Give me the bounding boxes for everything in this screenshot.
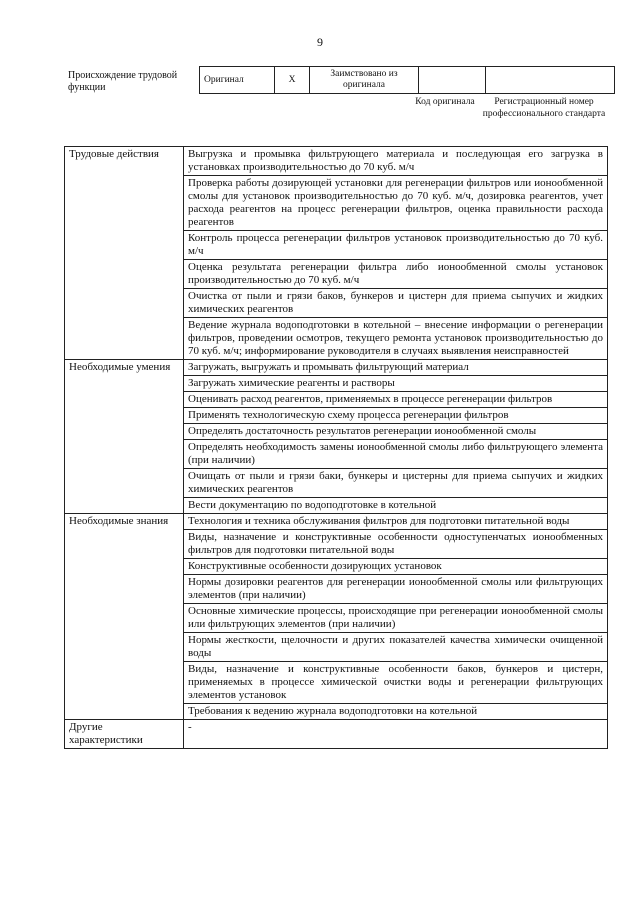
- table-row: [65, 720, 608, 749]
- table-row: [65, 360, 608, 376]
- section-item: Конструктивные особенности дозирующих установок: [184, 559, 608, 575]
- section-item: Оценивать расход реагентов, применяемых в процессе регенерации фильтров: [184, 392, 608, 408]
- labor-function-table: [64, 146, 608, 749]
- page-number: 9: [317, 35, 323, 49]
- section-item: Применять технологическую схему процесса регенерации фильтров: [184, 408, 608, 424]
- table-row: [65, 147, 608, 176]
- origin-label: Происхождение трудовой функции: [68, 70, 178, 93]
- section-item: Нормы жесткости, щелочности и других показателей качества химически очищенной воды: [184, 633, 608, 662]
- section-item: Очищать от пыли и грязи баки, бункеры и цистерны для приема сыпучих и жидких химических реагентов: [184, 469, 608, 498]
- section-header: Необходимые знания: [65, 514, 184, 720]
- section-item: Контроль процесса регенерации фильтров установок производительностью до 70 куб. м/ч: [184, 231, 608, 260]
- section-item: Очистка от пыли и грязи баков, бункеров и цистерн для приема сыпучих и жидких химических реагентов: [184, 289, 608, 318]
- section-item: Определять необходимость замены ионообменной смолы либо фильтрующего элемента (при наличии): [184, 440, 608, 469]
- section-item: Загружать, выгружать и промывать фильтрующий материал: [184, 360, 608, 376]
- section-header: Необходимые умения: [65, 360, 184, 514]
- section-item: Определять достаточность результатов регенерации ионообменной смолы: [184, 424, 608, 440]
- code-caption: Код оригинала: [415, 97, 475, 107]
- section-header: Другие характеристики: [65, 720, 184, 749]
- section-header: Трудовые действия: [65, 147, 184, 360]
- section-item: Ведение журнала водоподготовки в котельной – внесение информации о регенерации фильтров, проведении осмотров, текущего ремонта установок производительностью до 70 куб. м/ч; информирование руководителя в случаях выявления неисправностей: [184, 318, 608, 360]
- original-mark: X: [275, 67, 310, 94]
- registration-caption: Регистрационный номер профессионального стандарта: [482, 97, 606, 119]
- section-item: Виды, назначение и конструктивные особенности одноступенчатых ионообменных фильтров для подготовки питательной воды: [184, 530, 608, 559]
- section-item: Проверка работы дозирующей установки для регенерации фильтров или ионообменной смолы для установок производительностью до 70 куб. м/ч, дозировка реагентов, учет расхода реагентов на процесс регенерации фильтров, оценка правильности расхода реагентов: [184, 176, 608, 231]
- borrowed-label: Заимствовано из оригинала: [310, 67, 419, 94]
- section-item: Технология и техника обслуживания фильтров для подготовки питательной воды: [184, 514, 608, 530]
- section-item: -: [184, 720, 608, 749]
- code-cell: [419, 67, 486, 94]
- section-item: Основные химические процессы, происходящие при регенерации ионообменной смолы или фильтрующих элементов (при наличии): [184, 604, 608, 633]
- original-label: Оригинал: [200, 67, 275, 94]
- registration-cell: [486, 67, 615, 94]
- table-row: [65, 514, 608, 530]
- section-item: Требования к ведению журнала водоподготовки на котельной: [184, 704, 608, 720]
- section-item: Виды, назначение и конструктивные особенности баков, бункеров и цистерн, применяемых в процессе химической очистки воды и регенерации фильтрующих элементов установок: [184, 662, 608, 704]
- origin-table: [199, 66, 615, 94]
- section-item: Оценка результата регенерации фильтра либо ионообменной смолы установок производительностью до 70 куб. м/ч: [184, 260, 608, 289]
- section-item: Выгрузка и промывка фильтрующего материала и последующая его загрузка в установках производительностью до 70 куб. м/ч: [184, 147, 608, 176]
- section-item: Нормы дозировки реагентов для регенерации ионообменной смолы или фильтрующих элементов (при наличии): [184, 575, 608, 604]
- section-item: Вести документацию по водоподготовке в котельной: [184, 498, 608, 514]
- section-item: Загружать химические реагенты и растворы: [184, 376, 608, 392]
